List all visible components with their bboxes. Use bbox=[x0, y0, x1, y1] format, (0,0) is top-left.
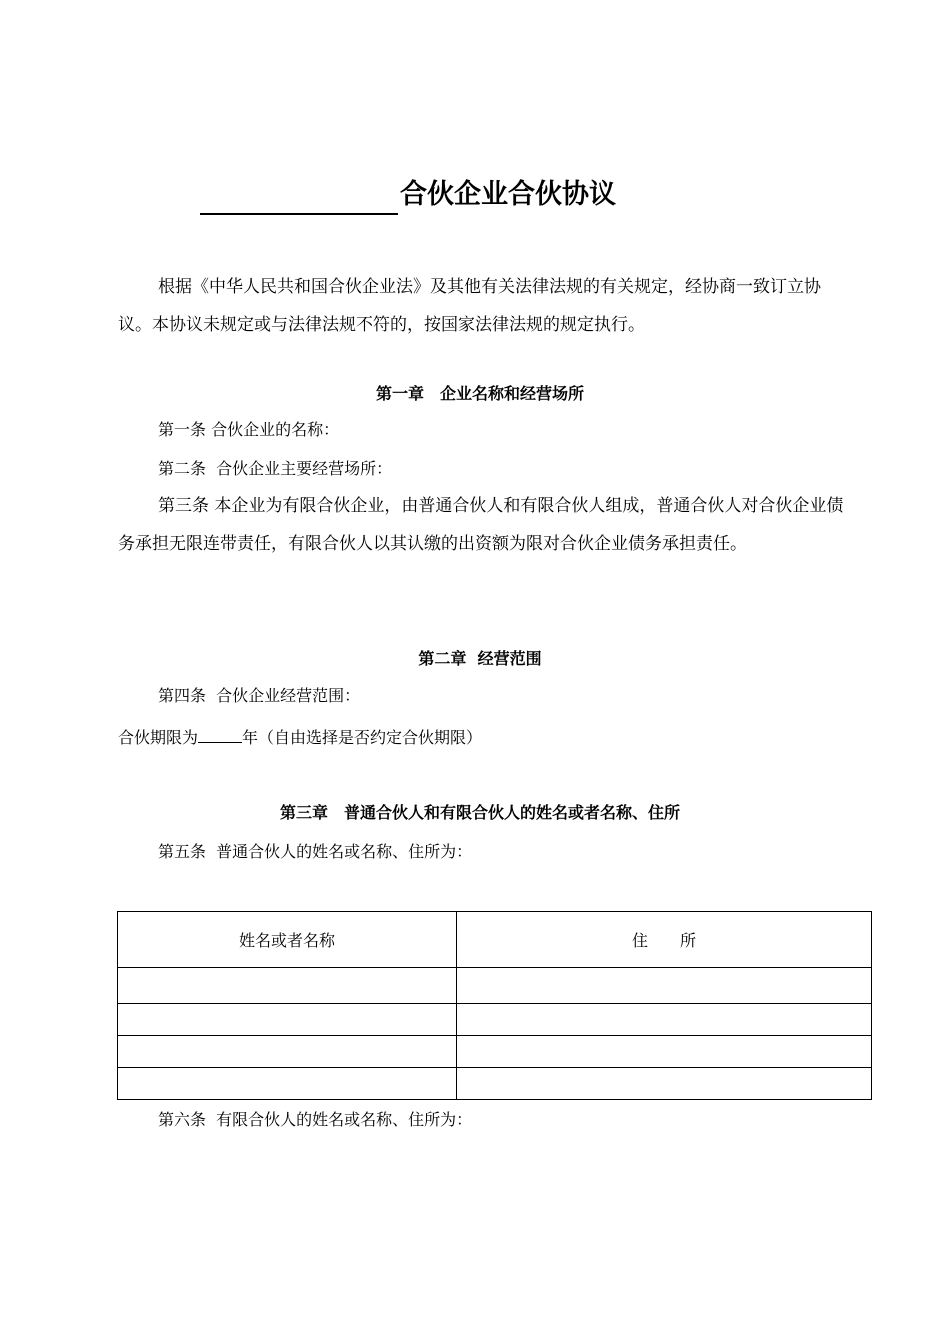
term-prefix: 合伙期限为 bbox=[118, 728, 199, 747]
table-cell bbox=[118, 1036, 457, 1068]
article-4: 第四条 合伙企业经营范围： bbox=[158, 686, 361, 705]
document-title bbox=[200, 175, 760, 215]
partnership-term bbox=[118, 724, 482, 750]
table-cell bbox=[457, 1004, 872, 1036]
general-partners-table bbox=[117, 911, 872, 1100]
table-cell bbox=[118, 1068, 457, 1100]
article-5: 第五条 普通合伙人的姓名或名称、住所为： bbox=[158, 842, 473, 861]
chapter-3-heading: 第三章 普通合伙人和有限合伙人的姓名或者名称、住所 bbox=[279, 803, 680, 822]
intro-paragraph: 根据《中华人民共和国合伙企业法》及其他有关法律法规的有关规定，经协商一致订立协议。本协议未规定或与法律法规不符的，按国家法律法规的规定执行。 bbox=[118, 277, 821, 335]
article-6: 第六条 有限合伙人的姓名或名称、住所为： bbox=[158, 1110, 473, 1129]
table-cell bbox=[118, 1004, 457, 1036]
title-text: 合伙企业合伙协议 bbox=[400, 179, 616, 210]
article-1: 第一条 合伙企业的名称： bbox=[158, 420, 340, 439]
table-cell bbox=[457, 1036, 872, 1068]
term-suffix: 年（自由选择是否约定合伙期限） bbox=[242, 728, 483, 747]
table-cell bbox=[457, 1068, 872, 1100]
chapter-1-heading: 第一章 企业名称和经营场所 bbox=[375, 384, 584, 403]
article-2: 第二条 合伙企业主要经营场所： bbox=[158, 459, 393, 478]
table-row bbox=[118, 1036, 872, 1068]
table-header-row bbox=[118, 912, 872, 968]
title-blank-line bbox=[200, 183, 398, 215]
table-row bbox=[118, 1004, 872, 1036]
header-address: 住 所 bbox=[457, 912, 872, 968]
chapter-2-heading: 第二章 经营范围 bbox=[418, 649, 542, 668]
header-name: 姓名或者名称 bbox=[118, 912, 457, 968]
table-row bbox=[118, 968, 872, 1004]
table-cell bbox=[457, 968, 872, 1004]
table-row bbox=[118, 1068, 872, 1100]
table-cell bbox=[118, 968, 457, 1004]
term-blank bbox=[198, 724, 242, 743]
article-3: 第三条 本企业为有限合伙企业，由普通合伙人和有限合伙人组成，普通合伙人对合伙企业债务承担无限连带责任，有限合伙人以其认缴的出资额为限对合伙企业债务承担责任。 bbox=[118, 496, 844, 554]
